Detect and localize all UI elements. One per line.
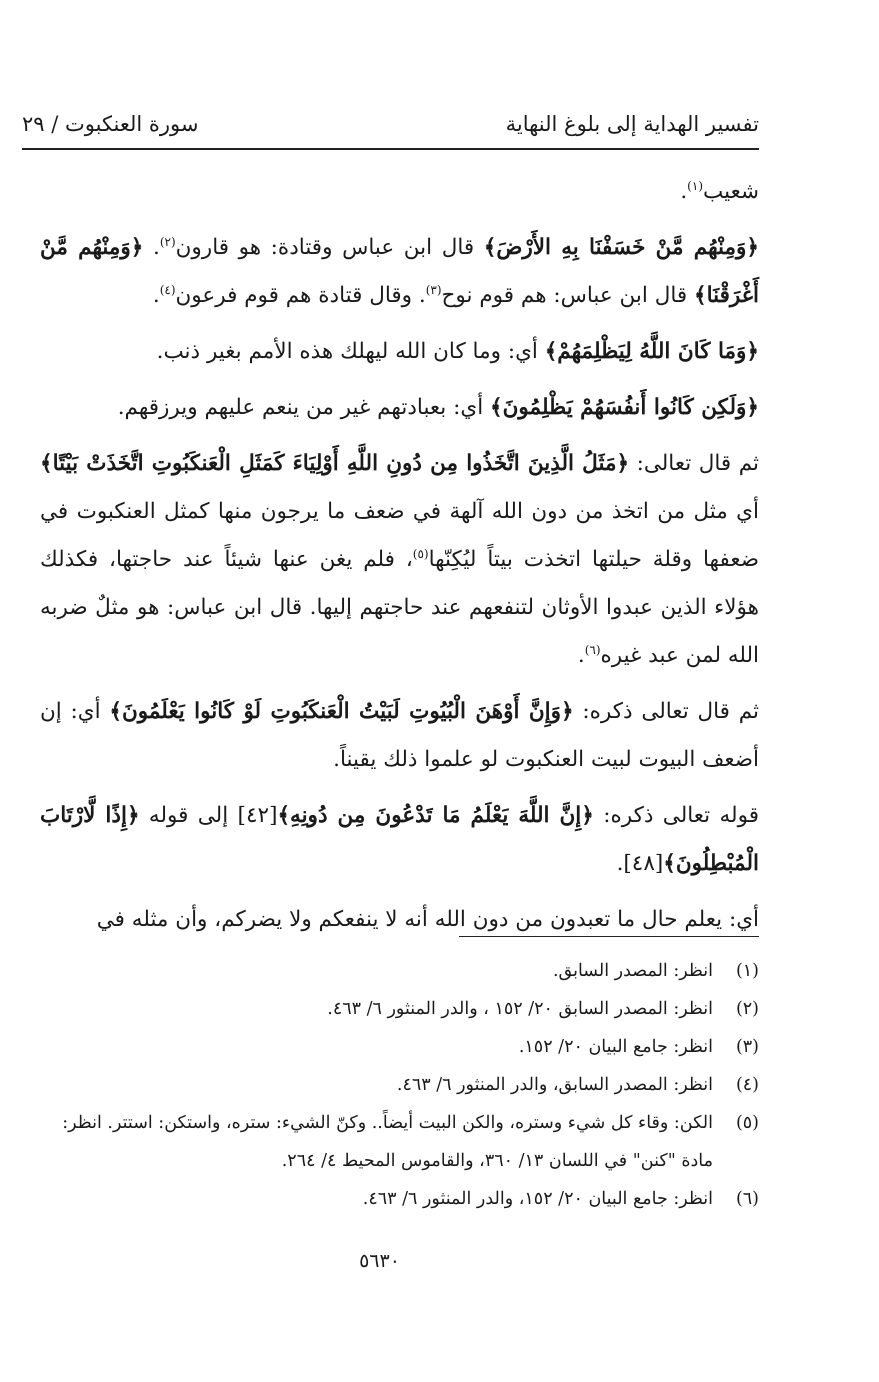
paragraph-p1 (40, 224, 759, 320)
footnote-ref: (٥) (412, 546, 429, 561)
header-rule (22, 148, 759, 150)
footnote-number: (١) (735, 961, 759, 981)
footnote-text: انظر: المصدر السابق. (552, 961, 713, 981)
footnote-item (40, 1180, 759, 1218)
paragraph-p2 (40, 328, 759, 376)
footnote-ref: (٦) (584, 642, 601, 657)
text-run: . (152, 283, 160, 308)
text-run: . (143, 235, 160, 260)
footnote-ref: (٤) (159, 282, 176, 297)
footnote-ref: (٢) (159, 234, 176, 249)
footnote-ref: (١) (687, 178, 703, 193)
text-run: [٤٨]. (616, 851, 664, 876)
paragraph-p4 (40, 440, 759, 680)
footnote-rule (459, 936, 759, 937)
paragraph-p6 (40, 792, 759, 888)
surah-label: سورة العنكبوت / ٢٩ (22, 112, 199, 136)
quran-verse: ﴿وَإِنَّ أَوْهَنَ الْبُيُوتِ لَبَيْتُ الْعَنكَبُوتِ لَوْ كَانُوا يَعْلَمُونَ﴾ (109, 699, 574, 724)
footnote-item (40, 990, 759, 1028)
paragraph-p3 (40, 384, 759, 432)
quran-verse: ﴿إِنَّ اللَّهَ يَعْلَمُ مَا تَدْعُونَ مِن دُونِهِ﴾ (277, 803, 594, 828)
text-run: [٤٢] إلى قوله (139, 803, 278, 828)
text-run: أي: يعلم حال ما تعبدون من دون الله أنه لا ينفعكم ولا يضركم، وأن مثله في (96, 907, 759, 932)
text-run: قال ابن عباس: هم قوم نوح (441, 283, 694, 308)
text-run: ثم قال تعالى: (629, 451, 759, 476)
quran-verse: ﴿مَثَلُ الَّذِينَ اتَّخَذُوا مِن دُونِ اللَّهِ أَوْلِيَاءَ كَمَثَلِ الْعَنكَبُوتِ اتَّخَذَتْ بَيْتًا﴾ (40, 451, 630, 476)
text-run: . وقال قتادة هم قوم فرعون (175, 283, 426, 308)
book-title: تفسير الهداية إلى بلوغ النهاية (505, 112, 759, 136)
quran-verse: ﴿إِذًا لَّارْتَابَ الْمُبْطِلُونَ﴾ (40, 803, 759, 876)
text-run: أي: بعبادتهم غير من ينعم عليهم ويرزقهم. (117, 395, 491, 420)
text-run: قوله تعالى ذكره: (593, 803, 759, 828)
quran-verse: ﴿وَمِنْهُم مَّنْ خَسَفْنَا بِهِ الأَرْضَ﴾ (483, 235, 760, 260)
quran-verse: ﴿وَلَكِن كَانُوا أَنفُسَهُمْ يَظْلِمُونَ﴾ (490, 395, 759, 420)
footnote-text: انظر: المصدر السابق ٢٠/ ١٥٢ ، والدر المنثور ٦/ ٤٦٣. (327, 999, 713, 1019)
text-run: شعيب (703, 179, 759, 204)
footnote-text: انظر: جامع البيان ٢٠/ ١٥٢، والدر المنثور ٦/ ٤٦٣. (362, 1189, 713, 1209)
footnote-text: انظر: المصدر السابق، والدر المنثور ٦/ ٤٦٣. (396, 1075, 713, 1095)
footnote-item (40, 1104, 759, 1180)
footnote-number: (٤) (735, 1075, 759, 1095)
page-number: ٥٦٣٠ (359, 1250, 400, 1272)
page-header (22, 108, 759, 148)
footnote-text: الكن: وقاء كل شيء وستره، والكن البيت أيضاً.. وكنّ الشيء: ستره، واستكن: استتر. انظر: مادة "كنن" في اللسان ١٣/ ٣٦٠، والقاموس المحيط ٤/ ٢٦٤. (62, 1113, 713, 1171)
quran-verse: ﴿وَمَا كَانَ اللَّهُ لِيَظْلِمَهُمْ﴾ (544, 339, 759, 364)
text-run: قال ابن عباس وقتادة: هو قارون (175, 235, 484, 260)
text-run: ، فلم يغن عنها شيئاً عند حاجتها، فكذلك هؤلاء الذين عبدوا الأوثان لتنفعهم عند حاجتهم إليها. قال ابن عباس: هو مثلٌ ضربه الله لمن عبد غيره (40, 547, 759, 668)
paragraph-p5 (40, 688, 759, 784)
footnote-number: (٥) (735, 1113, 759, 1133)
footnote-item (40, 952, 759, 990)
footnotes (40, 952, 759, 1218)
paragraph-p0 (40, 168, 759, 216)
text-run: أي مثل من اتخذ من دون الله آلهة في ضعف ما يرجون منها كمثل العنكبوت في ضعفها وقلة حيلتها اتخذت بيتاً ليُكِنّها (40, 499, 759, 572)
footnote-number: (٦) (735, 1189, 759, 1209)
body-text (40, 168, 759, 952)
footnote-number: (٣) (735, 1037, 759, 1057)
text-run: أي: إن أضعف البيوت لبيت العنكبوت لو علموا ذلك يقيناً. (40, 699, 759, 772)
quran-verse: ﴿وَمِنْهُم مَّنْ أَغْرَقْنَا﴾ (40, 235, 759, 308)
footnote-item (40, 1028, 759, 1066)
footnote-ref: (٣) (425, 282, 442, 297)
text-run: . (680, 179, 688, 204)
text-run: أي: وما كان الله ليهلك هذه الأمم بغير ذنب. (156, 339, 545, 364)
text-run: ثم قال تعالى ذكره: (573, 699, 759, 724)
footnote-item (40, 1066, 759, 1104)
text-run: . (577, 643, 585, 668)
footnote-number: (٢) (735, 999, 759, 1019)
footnote-text: انظر: جامع البيان ٢٠/ ١٥٢. (518, 1037, 713, 1057)
